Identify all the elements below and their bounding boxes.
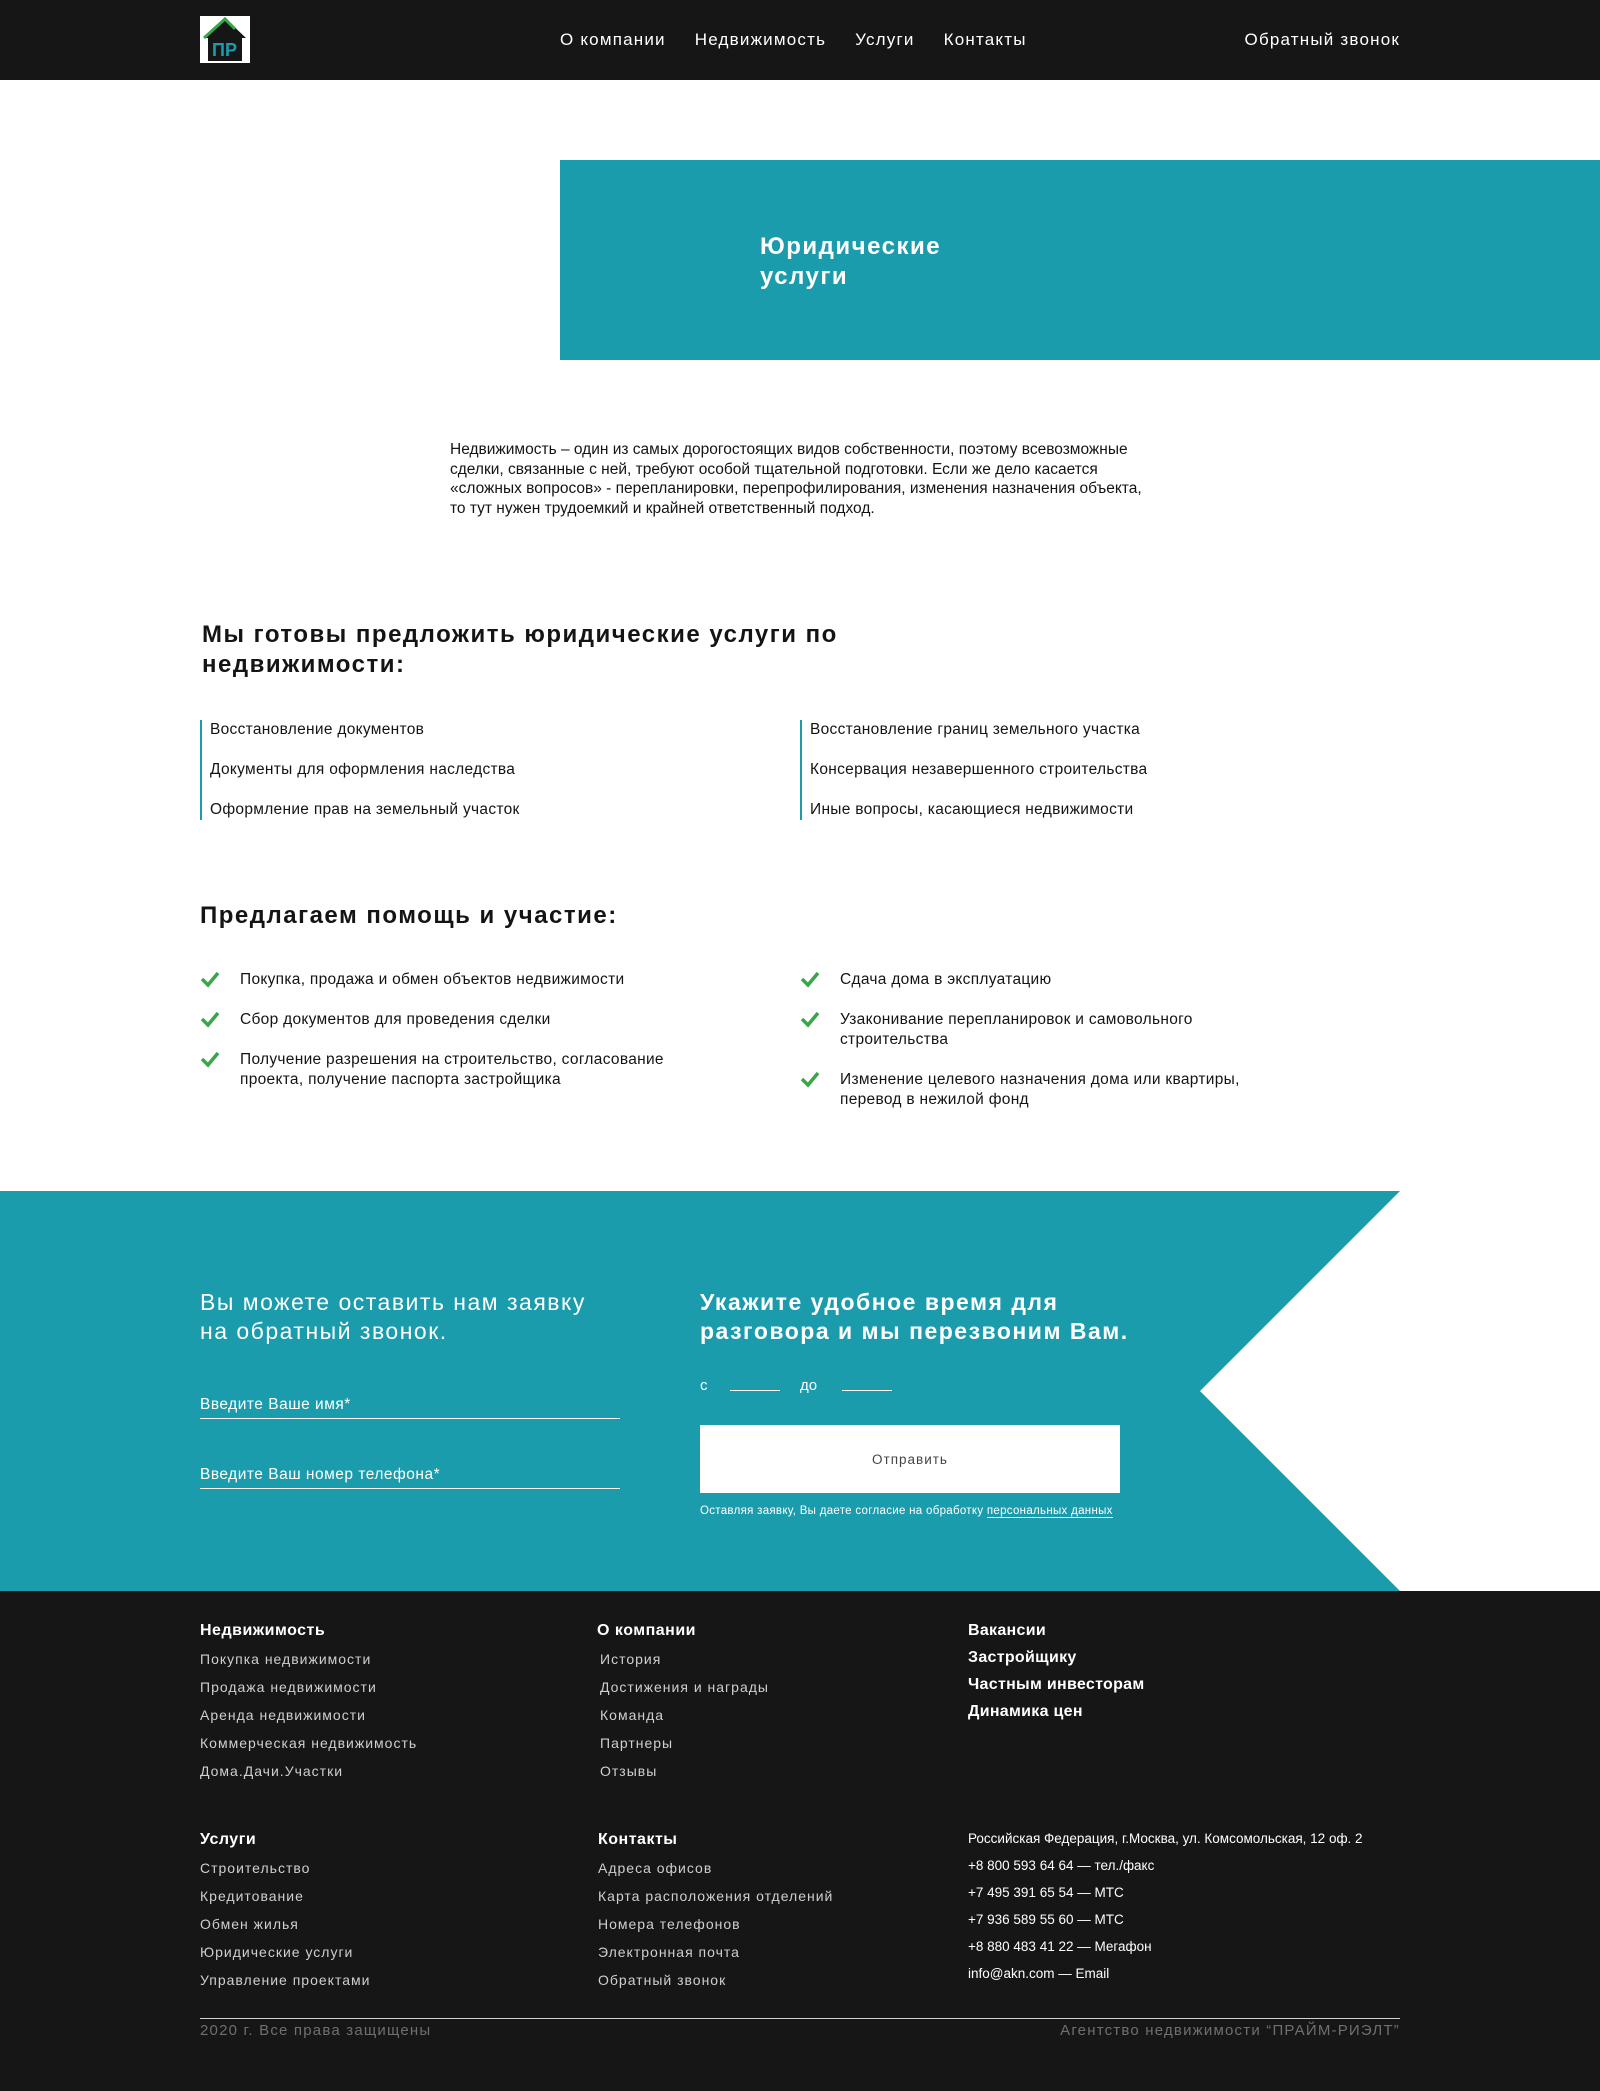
- help-item: [200, 1050, 680, 1089]
- checkmark-icon: [200, 970, 220, 988]
- time-from-input[interactable]: [730, 1390, 780, 1391]
- main-nav: [560, 30, 1056, 50]
- submit-button[interactable]: Отправить: [700, 1425, 1120, 1493]
- name-field: [200, 1396, 620, 1419]
- help-item: [800, 1070, 1280, 1109]
- footer-divider: [200, 2018, 1400, 2019]
- footer-link[interactable]: Партнеры: [600, 1735, 674, 1751]
- form-right-title: Укажите удобное время для разговора и мы перезвоним Вам.: [700, 1289, 1129, 1344]
- price-dynamics-link[interactable]: Динамика цен: [968, 1703, 1083, 1720]
- footer-link[interactable]: Электронная почта: [598, 1944, 740, 1960]
- time-to-label: до: [800, 1377, 818, 1394]
- hero-banner: [560, 160, 1600, 360]
- help-item: [800, 1010, 1280, 1049]
- footer-link[interactable]: Строительство: [200, 1860, 311, 1876]
- developer-link[interactable]: Застройщику: [968, 1649, 1077, 1666]
- footer-contacts-list: [598, 1859, 833, 1999]
- site-header: [0, 0, 1600, 80]
- help-item-text: Узаконивание перепланировок и самовольного строительства: [840, 1011, 1193, 1048]
- help-item-text: Изменение целевого назначения дома или квартиры, перевод в нежилой фонд: [840, 1071, 1240, 1108]
- agency-name: Агентство недвижимости “ПРАЙМ-РИЭЛТ”: [1060, 2022, 1400, 2039]
- footer-link[interactable]: Адреса офисов: [598, 1860, 713, 1876]
- footer-bold-links: [968, 1621, 1145, 1729]
- copyright: 2020 г. Все права защищены: [200, 2022, 432, 2039]
- footer-link[interactable]: Отзывы: [600, 1763, 658, 1779]
- service-item: Консервация незавершенного строительства: [810, 761, 1148, 778]
- footer-link[interactable]: Достижения и награды: [600, 1679, 769, 1695]
- checkmark-icon: [200, 1010, 220, 1028]
- services-list-right: [800, 720, 1147, 820]
- help-item-text: Сдача дома в эксплуатацию: [840, 971, 1052, 988]
- help-heading: Предлагаем помощь и участие:: [200, 902, 618, 929]
- help-item: [800, 970, 1280, 990]
- service-item: Иные вопросы, касающиеся недвижимости: [810, 801, 1134, 818]
- page-title: Юридические услуги: [760, 233, 942, 290]
- intro-paragraph: Недвижимость – один из самых дорогостоящих видов собственности, поэтому всевозможные сделки, связанные с ней, требуют особой тщательной подготовки. Если же дело касается «сложных вопросов» - перепланировки, перепрофилирования, изменения назначения объекта, то тут нужен трудоемкий и крайней ответственный подход.: [450, 441, 1142, 517]
- company-logo[interactable]: [200, 16, 250, 63]
- footer-link[interactable]: Продажа недвижимости: [200, 1679, 377, 1695]
- footer-link[interactable]: Карта расположения отделений: [598, 1888, 834, 1904]
- service-item: Оформление прав на земельный участок: [210, 801, 520, 818]
- footer-realty-list: [200, 1650, 417, 1790]
- nav-services[interactable]: Услуги: [855, 30, 915, 49]
- investors-link[interactable]: Частным инвесторам: [968, 1676, 1145, 1693]
- footer-about-list: [600, 1650, 769, 1790]
- footer-about-title[interactable]: О компании: [597, 1622, 696, 1639]
- phone[interactable]: +7 495 391 65 54 — МТС: [968, 1885, 1124, 1900]
- checkmark-icon: [200, 1050, 220, 1068]
- service-item: Восстановление границ земельного участка: [810, 721, 1141, 738]
- footer-link[interactable]: Покупка недвижимости: [200, 1651, 372, 1667]
- services-list-left: [200, 720, 520, 820]
- footer-link[interactable]: Дома.Дачи.Участки: [200, 1763, 344, 1779]
- logo-letters: ПР: [212, 40, 237, 60]
- time-to-input[interactable]: [842, 1390, 892, 1391]
- help-item-text: Получение разрешения на строительство, согласование проекта, получение паспорта застройщика: [240, 1051, 664, 1088]
- consent-text: Оставляя заявку, Вы даете согласие на обработку: [700, 1505, 984, 1517]
- vacancies-link[interactable]: Вакансии: [968, 1622, 1046, 1639]
- phone-field: [200, 1466, 620, 1489]
- help-item: [200, 970, 680, 990]
- footer-link[interactable]: Юридические услуги: [200, 1944, 354, 1960]
- footer-services-title[interactable]: Услуги: [200, 1831, 257, 1848]
- footer-link[interactable]: Аренда недвижимости: [200, 1707, 366, 1723]
- footer-services-list: [200, 1859, 370, 1999]
- help-item-text: Сбор документов для проведения сделки: [240, 1011, 551, 1028]
- checkmark-icon: [800, 1070, 820, 1088]
- phone[interactable]: +7 936 589 55 60 — МТС: [968, 1912, 1124, 1927]
- form-left-title: Вы можете оставить нам заявку на обратный звонок.: [200, 1289, 586, 1344]
- footer-contacts-title[interactable]: Контакты: [598, 1831, 678, 1848]
- help-item: [200, 1010, 680, 1030]
- name-input[interactable]: [200, 1396, 620, 1418]
- footer-link[interactable]: Коммерческая недвижимость: [200, 1735, 418, 1751]
- checkmark-icon: [800, 1010, 820, 1028]
- footer-realty-title[interactable]: Недвижимость: [200, 1622, 326, 1639]
- footer-link[interactable]: Управление проектами: [200, 1972, 371, 1988]
- footer-link[interactable]: Команда: [600, 1707, 665, 1723]
- phone-input[interactable]: [200, 1466, 620, 1488]
- service-item: Документы для оформления наследства: [210, 761, 516, 778]
- help-item-text: Покупка, продажа и обмен объектов недвижимости: [240, 971, 625, 988]
- time-from-label: с: [700, 1377, 708, 1394]
- footer-link[interactable]: Обратный звонок: [598, 1972, 727, 1988]
- services-heading: Мы готовы предложить юридические услуги по недвижимости:: [202, 621, 838, 678]
- header-callback-link[interactable]: Обратный звонок: [1244, 30, 1400, 49]
- footer-contact-info: [968, 1830, 1363, 1992]
- personal-data-link[interactable]: персональных данных: [986, 1505, 1113, 1517]
- footer-link[interactable]: Номера телефонов: [598, 1916, 741, 1932]
- nav-contacts[interactable]: Контакты: [943, 30, 1027, 49]
- consent-note: [700, 1505, 1113, 1517]
- email[interactable]: info@akn.com — Email: [968, 1966, 1110, 1981]
- phone[interactable]: +8 800 593 64 64 — тел./факс: [968, 1858, 1155, 1873]
- footer-link[interactable]: Обмен жилья: [200, 1916, 299, 1932]
- nav-realty[interactable]: Недвижимость: [694, 30, 827, 49]
- footer-link[interactable]: Кредитование: [200, 1888, 304, 1904]
- house-logo-icon: [200, 16, 250, 63]
- address: Российская Федерация, г.Москва, ул. Комсомольская, 12 оф. 2: [968, 1831, 1363, 1846]
- phone[interactable]: +8 880 483 41 22 — Мегафон: [968, 1939, 1152, 1954]
- service-item: Восстановление документов: [210, 721, 425, 738]
- footer-link[interactable]: История: [600, 1651, 662, 1667]
- checkmark-icon: [800, 970, 820, 988]
- nav-about[interactable]: О компании: [560, 30, 666, 49]
